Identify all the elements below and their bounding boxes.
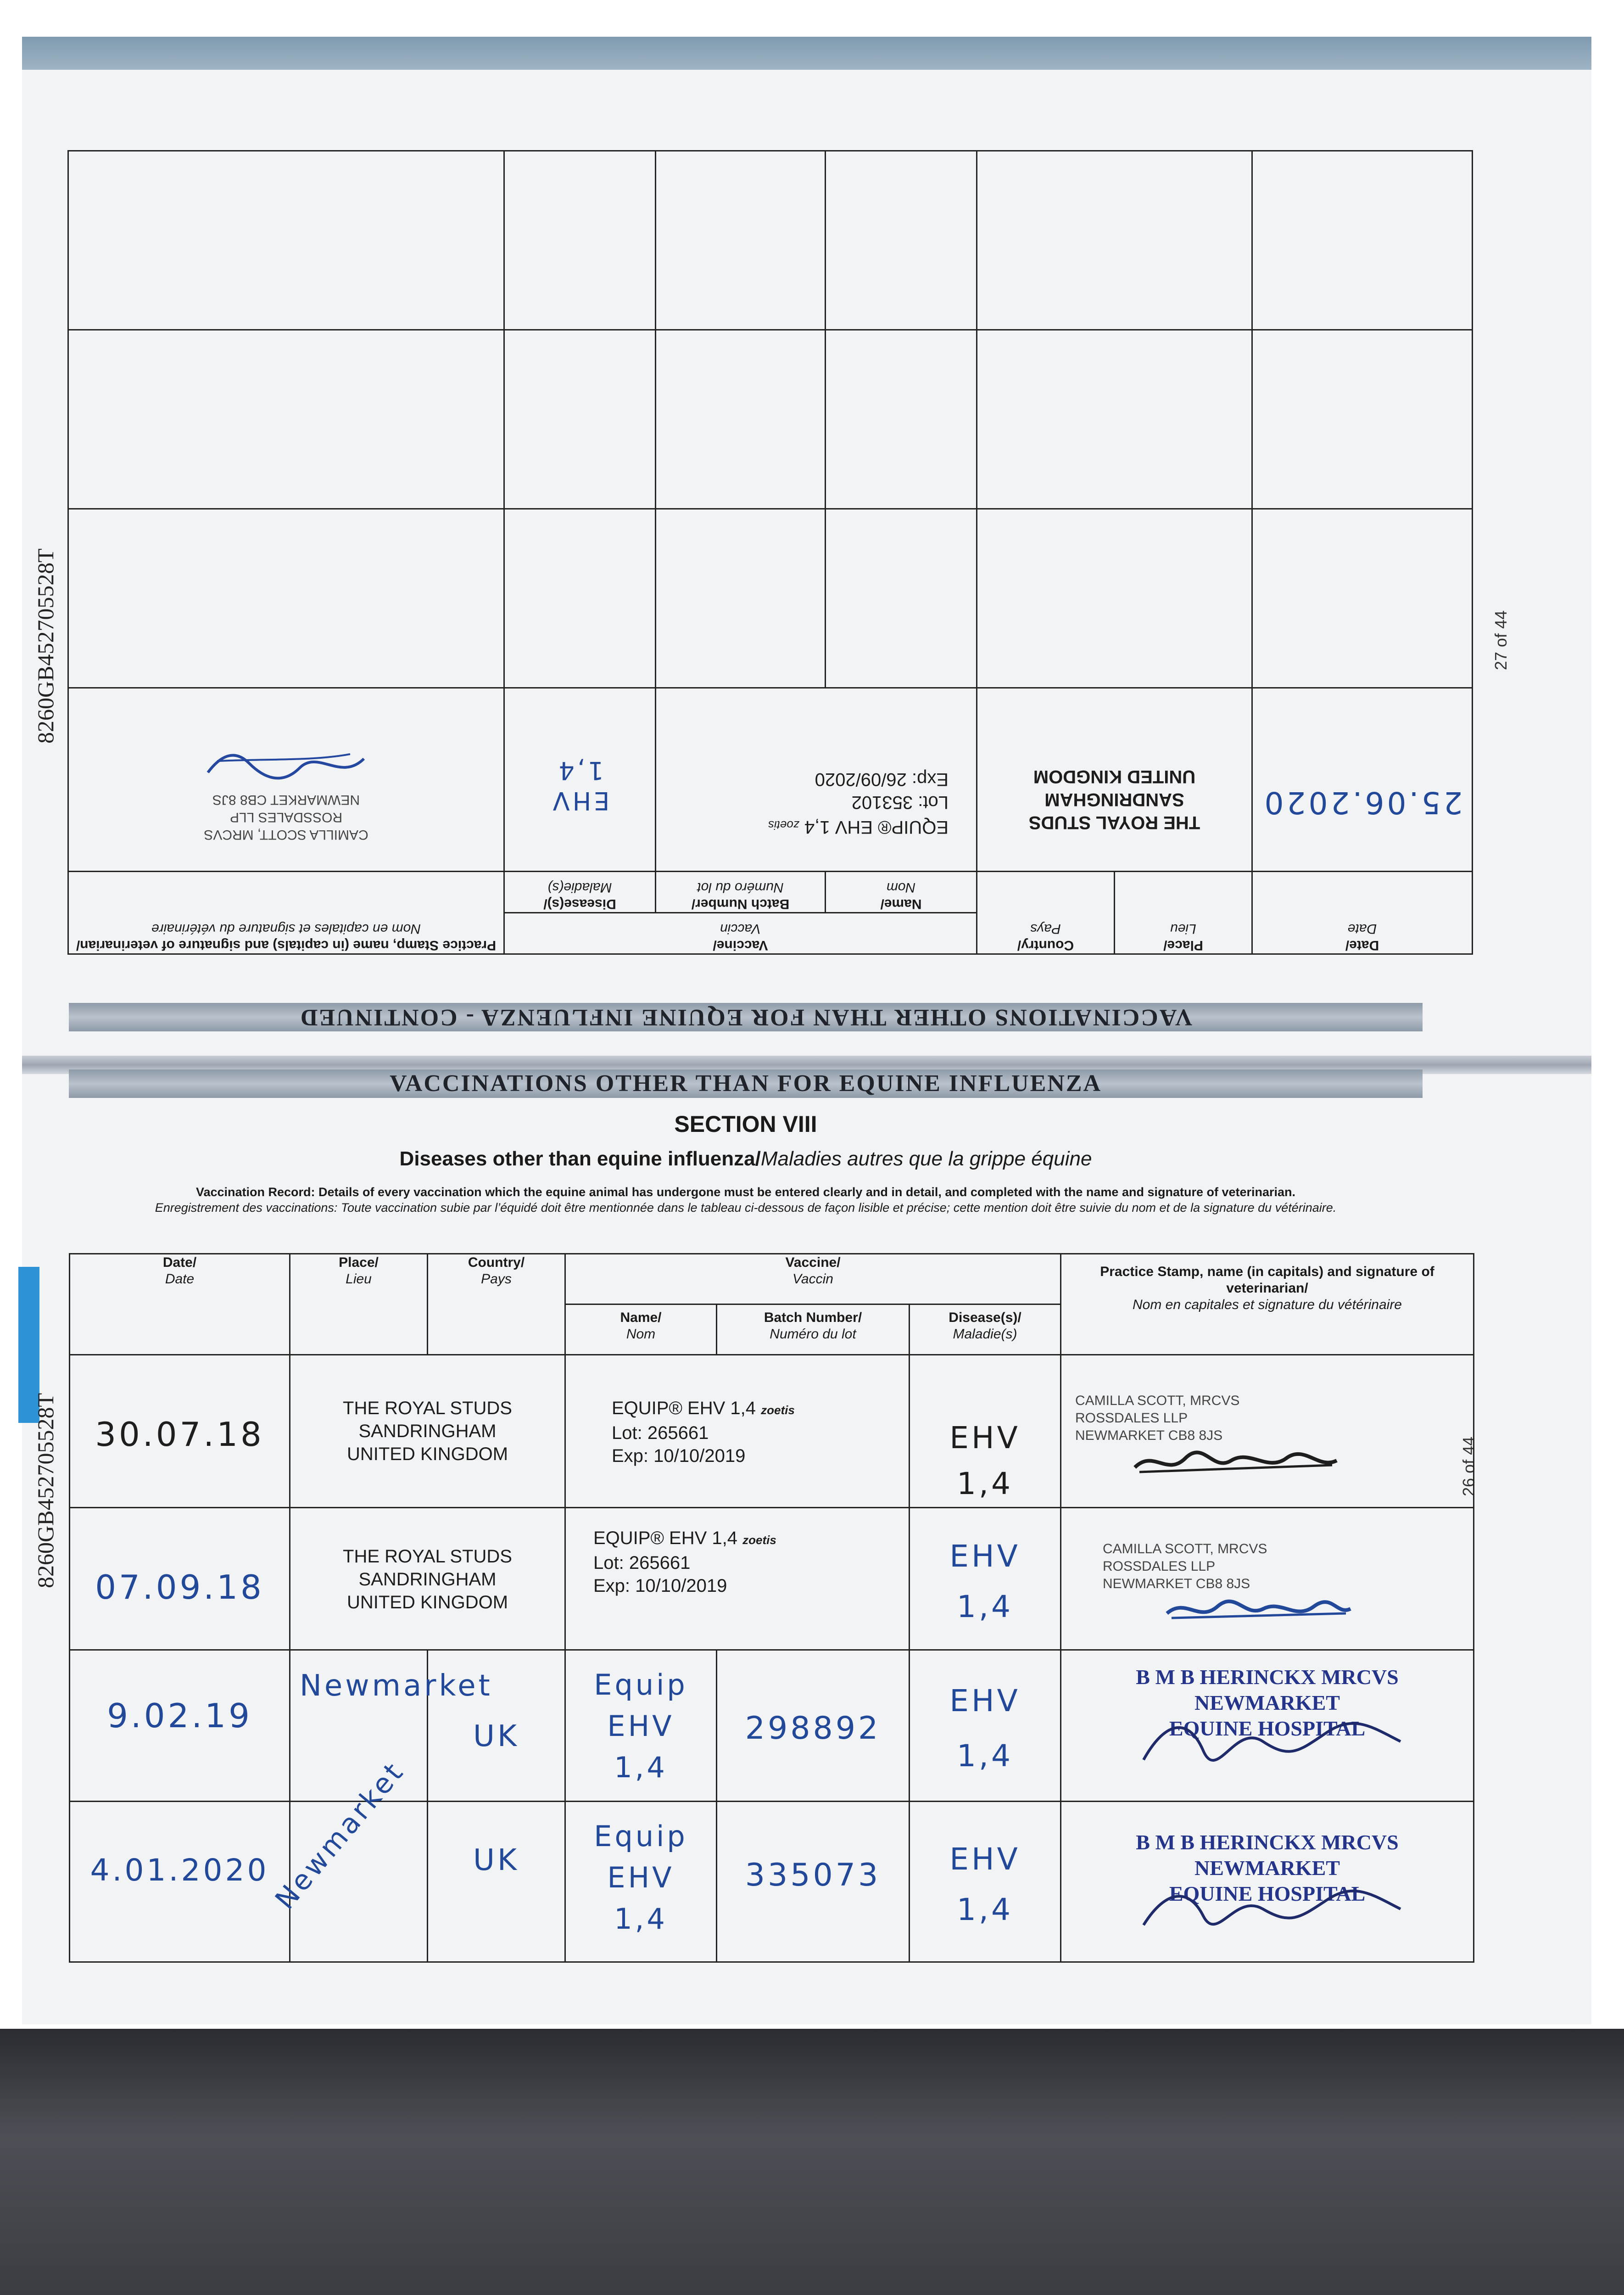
row-date: 4.01.2020 xyxy=(90,1853,269,1888)
row-place: Newmarket xyxy=(269,1755,411,1916)
row-stamp: CAMILLA SCOTT, MRCVS ROSSDALES LLP NEWMARKET CB8 8JS xyxy=(1075,1393,1240,1443)
name-cell xyxy=(565,1802,717,1962)
top-stamp: CAMILLA SCOTT, MRCVS ROSSDALES LLP NEWMARKET CB8 8JS xyxy=(204,792,368,842)
row-stamp: CAMILLA SCOTT, MRCVS ROSSDALES LLP NEWMARKET CB8 8JS xyxy=(1103,1541,1267,1591)
row-place: Newmarket xyxy=(300,1669,493,1703)
top-header-name: Name/ Nom xyxy=(826,872,977,913)
top-page xyxy=(69,138,1473,955)
table-row xyxy=(70,1355,1474,1508)
header-batch: Batch Number/ Numéro du lot xyxy=(717,1304,910,1355)
place-cell xyxy=(269,1755,428,1962)
top-header-date: Date/ Date xyxy=(1252,872,1473,954)
signature-icon xyxy=(1162,1593,1355,1629)
row-disease: EHV 1,4 xyxy=(949,1683,1021,1774)
top-stamp-cell xyxy=(68,688,504,872)
top-header-country: Country/ Pays xyxy=(977,872,1115,954)
header-stamp: Practice Stamp, name (in capitals) and signature of veterinarian/ Nom en capitales et signature du vétérinaire xyxy=(1061,1254,1474,1355)
place-cell xyxy=(290,1355,565,1508)
row-vaccine: EQUIP® EHV 1,4 zoetis Lot: 265661 Exp: 10/10/2019 xyxy=(593,1528,776,1596)
vaccine-cell xyxy=(565,1508,910,1650)
top-date-cell xyxy=(1252,688,1473,872)
top-place-cell xyxy=(977,688,1252,872)
row-stamp: B M B HERINCKX MRCVS NEWMARKET EQUINE HOSPITAL xyxy=(1136,1665,1399,1740)
row-date: 07.09.18 xyxy=(95,1568,264,1606)
header-name: Name/ Nom xyxy=(565,1304,717,1355)
page-number-top: 27 of 44 xyxy=(1491,610,1510,670)
table-row xyxy=(68,688,1473,872)
header-disease: Disease(s)/ Maladie(s) xyxy=(910,1304,1061,1355)
table-row xyxy=(70,1508,1474,1650)
name-cell xyxy=(565,1650,717,1802)
row-place: THE ROYAL STUDS SANDRINGHAM UNITED KINGDOM xyxy=(343,1398,512,1464)
top-vaccine: EQUIP® EHV 1,4 zoetis Lot: 353102 Exp: 26/09/2020 xyxy=(768,769,949,837)
top-header-batch: Batch Number/ Numéro du lot xyxy=(656,872,826,913)
top-header-vaccine: Vaccine/ Vaccin xyxy=(504,913,977,954)
vaccine-cell xyxy=(565,1355,910,1508)
row-place: THE ROYAL STUDS SANDRINGHAM UNITED KINGDOM xyxy=(343,1546,512,1612)
scan-bottom-band xyxy=(0,2029,1624,2295)
side-id-top: 8260GB452705528T xyxy=(33,549,58,744)
banner-continued: VACCINATIONS OTHER THAN FOR EQUINE INFLUENZA - CONTINUED xyxy=(69,1003,1423,1031)
bottom-page xyxy=(69,1253,1473,1963)
stamp-cell xyxy=(1061,1508,1474,1650)
row-disease: EHV 1,4 xyxy=(949,1420,1021,1501)
disease-cell xyxy=(910,1802,1061,1962)
section-title: SECTION VIII xyxy=(674,1111,817,1137)
place-cell xyxy=(290,1508,565,1650)
header-country: Country/ Pays xyxy=(428,1254,565,1355)
row-disease: EHV 1,4 xyxy=(949,1539,1021,1624)
page-number-bottom: 26 of 44 xyxy=(1459,1436,1478,1496)
header-place: Place/ Lieu xyxy=(290,1254,428,1355)
row-date: 30.07.18 xyxy=(95,1415,264,1454)
top-disease-cell xyxy=(504,688,656,872)
row-country: UK xyxy=(473,1719,519,1753)
top-date: 25.06.2020 xyxy=(1261,785,1463,820)
top-place: THE ROYAL STUDS SANDRINGHAM UNITED KINGDOM xyxy=(1028,767,1200,833)
row-disease: EHV 1,4 xyxy=(949,1842,1021,1927)
stamp-cell xyxy=(1061,1802,1474,1962)
country-cell xyxy=(428,1802,565,1962)
row-stamp: B M B HERINCKX MRCVS NEWMARKET EQUINE HOSPITAL xyxy=(1136,1830,1399,1905)
vaccination-table xyxy=(69,1253,1474,1963)
stamp-cell xyxy=(1061,1650,1474,1802)
side-id-bottom: 8260GB452705528T xyxy=(33,1393,58,1588)
batch-cell xyxy=(717,1802,910,1962)
date-cell xyxy=(70,1355,290,1508)
row-batch: 335073 xyxy=(745,1857,881,1893)
date-cell xyxy=(70,1650,290,1802)
table-row xyxy=(70,1802,1474,1962)
record-note: Vaccination Record: Details of every vaccination which the equine animal has undergone must be entered clearly and in detail, and completed with the name and signature of veterinarian. Enregistrement des vaccinations: Toute vaccination subie par l’équidé doit être mentionnée dans le tableau ci-dessous de façon lisible et précise; cette mention doit être suivie du nom et de la signature du vétérinaire. xyxy=(155,1185,1337,1215)
stamp-cell xyxy=(1061,1355,1474,1508)
top-header-stamp: Practice Stamp, name (in capitals) and signature of veterinarian/ Nom en capitales et signature du vétérinaire xyxy=(68,872,504,954)
disease-cell xyxy=(910,1355,1061,1508)
top-vaccination-table xyxy=(67,150,1473,955)
disease-cell xyxy=(910,1508,1061,1650)
date-cell xyxy=(70,1508,290,1650)
table-row xyxy=(70,1650,1474,1802)
top-disease: EHV 1,4 xyxy=(550,756,610,815)
row-date: 9.02.19 xyxy=(107,1696,252,1735)
scan-top-band xyxy=(22,37,1591,70)
top-vaccine-cell xyxy=(656,688,977,872)
top-header-disease: Disease(s)/ Maladie(s) xyxy=(504,872,656,913)
header-vaccine: Vaccine/ Vaccin xyxy=(565,1254,1061,1304)
row-vaccine: EQUIP® EHV 1,4 zoetis Lot: 265661 Exp: 10/10/2019 xyxy=(612,1398,795,1466)
row-vaccine: Equip EHV 1,4 xyxy=(594,1819,688,1936)
row-vaccine: Equip EHV 1,4 xyxy=(594,1668,688,1784)
batch-cell xyxy=(717,1650,910,1802)
top-header-place: Place/ Lieu xyxy=(1115,872,1252,954)
row-batch: 298892 xyxy=(745,1710,881,1746)
section-subtitle: Diseases other than equine influenza/Maladies autres que la grippe équine xyxy=(399,1148,1092,1170)
header-date: Date/ Date xyxy=(70,1254,290,1355)
signature-icon xyxy=(204,745,369,786)
row-country: UK xyxy=(473,1843,519,1877)
banner-main: VACCINATIONS OTHER THAN FOR EQUINE INFLUENZA xyxy=(69,1069,1423,1098)
disease-cell xyxy=(910,1650,1061,1802)
signature-icon xyxy=(1130,1444,1341,1481)
date-cell xyxy=(70,1802,290,1962)
